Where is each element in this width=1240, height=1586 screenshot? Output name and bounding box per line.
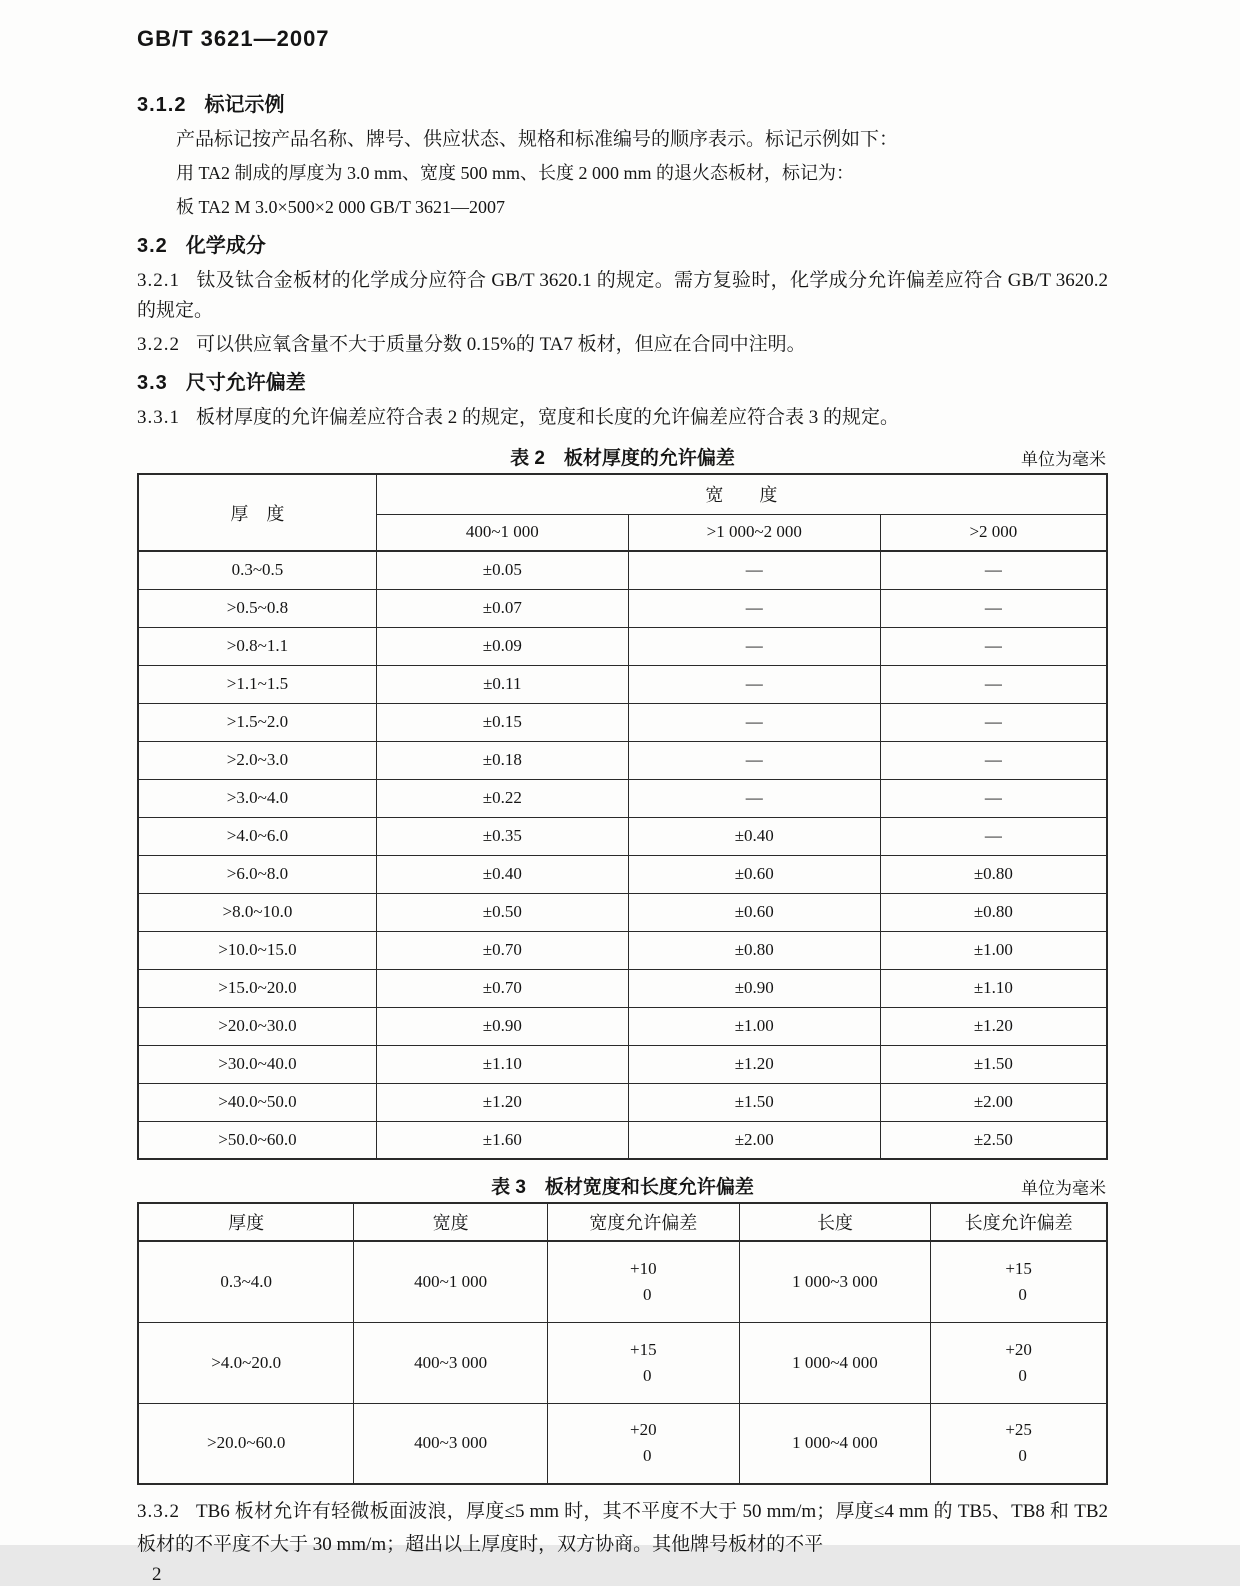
- thickness-range-cell: >3.0~4.0: [138, 779, 376, 817]
- tolerance-value-cell: ±0.80: [880, 855, 1107, 893]
- section-number: 3.2: [137, 235, 168, 257]
- tolerance-value-cell: ±1.60: [376, 1121, 628, 1159]
- tolerance-value-cell: ±0.80: [628, 931, 880, 969]
- table2-title: 表 2 板材厚度的允许偏差: [510, 448, 735, 469]
- tolerance-value-cell: ±0.11: [376, 665, 628, 703]
- table2-row: [138, 893, 1107, 931]
- thickness-range-cell: >10.0~15.0: [138, 931, 376, 969]
- doc-code: GB/T 3621—2007: [137, 26, 330, 51]
- tolerance-value-cell: —: [880, 703, 1107, 741]
- page-number: 2: [152, 1564, 162, 1585]
- tolerance-value-cell: ±1.10: [880, 969, 1107, 1007]
- tolerance-value-cell: ±0.90: [376, 1007, 628, 1045]
- table3-col-header: 长度: [739, 1203, 931, 1241]
- tolerance-value-cell: ±0.35: [376, 817, 628, 855]
- table3-row: [138, 1322, 1107, 1403]
- table2-header-row-1: [138, 474, 1107, 514]
- clause-text: TB6 板材允许有轻微板面波浪，厚度≤5 mm 时，其不平度不大于 50 mm/m；厚度≤4 mm 的 TB5、TB8 和 TB2 板材的不平度不大于 30 mm/m；超出以上厚度时，双方协商。其他牌号板材的不平: [137, 1501, 1108, 1555]
- tolerance-value-cell: ±0.90: [628, 969, 880, 1007]
- table2-row: [138, 1045, 1107, 1083]
- thickness-range-cell: >20.0~60.0: [138, 1403, 354, 1484]
- width-deviation-cell: [547, 1403, 739, 1484]
- table-thickness-tolerance: [137, 473, 1108, 1160]
- table3-col-header: 宽度: [354, 1203, 548, 1241]
- thickness-range-cell: >1.5~2.0: [138, 703, 376, 741]
- table2-row: [138, 817, 1107, 855]
- table2-caption: [137, 443, 1108, 469]
- tolerance-value-cell: ±1.50: [628, 1083, 880, 1121]
- table3-unit-note: 单位为毫米: [1021, 1179, 1106, 1198]
- tolerance-value-cell: ±0.80: [880, 893, 1107, 931]
- paragraph-3-2-1: [137, 266, 1108, 326]
- thickness-range-cell: >4.0~20.0: [138, 1322, 354, 1403]
- length-deviation-cell: [931, 1403, 1107, 1484]
- tolerance-value-cell: ±0.70: [376, 969, 628, 1007]
- thickness-range-cell: >50.0~60.0: [138, 1121, 376, 1159]
- section-title: 标记示例: [204, 94, 285, 116]
- width-range-cell: 400~1 000: [354, 1241, 548, 1322]
- table3-title: 表 3 板材宽度和长度允许偏差: [491, 1177, 754, 1198]
- width-deviation-cell: [547, 1322, 739, 1403]
- table2-row: [138, 741, 1107, 779]
- tolerance-value-cell: —: [628, 589, 880, 627]
- tolerance-value-cell: ±0.22: [376, 779, 628, 817]
- table2-row: [138, 665, 1107, 703]
- table2-width-col-header: 400~1 000: [376, 514, 628, 551]
- width-range-cell: 400~3 000: [354, 1403, 548, 1484]
- tolerance-value-cell: —: [880, 817, 1107, 855]
- tolerance-value-cell: ±0.60: [628, 893, 880, 931]
- thickness-range-cell: >40.0~50.0: [138, 1083, 376, 1121]
- table2-row: [138, 1007, 1107, 1045]
- table3-row: [138, 1241, 1107, 1322]
- tolerance-value-cell: —: [880, 627, 1107, 665]
- tolerance-value-cell: ±1.20: [880, 1007, 1107, 1045]
- length-range-cell: 1 000~4 000: [739, 1403, 931, 1484]
- thickness-range-cell: >0.8~1.1: [138, 627, 376, 665]
- tolerance-value-cell: —: [628, 627, 880, 665]
- tolerance-value-cell: ±2.50: [880, 1121, 1107, 1159]
- paragraph-3-2-2: [137, 330, 1108, 360]
- width-range-cell: 400~3 000: [354, 1322, 548, 1403]
- clause-number: 3.2.1: [137, 270, 180, 291]
- table3-header-row: [138, 1203, 1107, 1241]
- deviation-upper-value: +20: [1005, 1339, 1032, 1359]
- tolerance-value-cell: —: [628, 703, 880, 741]
- section-title: 化学成分: [185, 235, 266, 257]
- thickness-range-cell: >2.0~3.0: [138, 741, 376, 779]
- length-deviation-cell: [931, 1241, 1107, 1322]
- table2-row: [138, 969, 1107, 1007]
- deviation-lower-value: 0: [643, 1365, 652, 1385]
- width-deviation-cell: [547, 1241, 739, 1322]
- thickness-range-cell: >20.0~30.0: [138, 1007, 376, 1045]
- table2-width-col-header: >2 000: [880, 514, 1107, 551]
- tolerance-value-cell: ±0.07: [376, 589, 628, 627]
- table3-col-header: 厚度: [138, 1203, 354, 1241]
- table3-caption: [137, 1172, 1108, 1198]
- length-range-cell: 1 000~3 000: [739, 1241, 931, 1322]
- table3-row: [138, 1403, 1107, 1484]
- tolerance-value-cell: ±0.09: [376, 627, 628, 665]
- table-width-length-tolerance: [137, 1202, 1108, 1485]
- table2-row: [138, 779, 1107, 817]
- thickness-range-cell: >0.5~0.8: [138, 589, 376, 627]
- section-heading-3-3: [137, 366, 1108, 395]
- thickness-range-cell: 0.3~0.5: [138, 551, 376, 589]
- section-number: 3.3: [137, 372, 168, 394]
- tolerance-value-cell: —: [880, 741, 1107, 779]
- table2-row: [138, 627, 1107, 665]
- thickness-range-cell: >30.0~40.0: [138, 1045, 376, 1083]
- deviation-lower-value: 0: [643, 1446, 652, 1466]
- tolerance-value-cell: ±0.40: [376, 855, 628, 893]
- length-deviation-cell: [931, 1322, 1107, 1403]
- deviation-upper-value: +15: [629, 1339, 657, 1359]
- deviation-upper-value: +15: [1005, 1258, 1032, 1278]
- table2-row: [138, 1121, 1107, 1159]
- tolerance-value-cell: —: [880, 589, 1107, 627]
- tolerance-value-cell: ±1.50: [880, 1045, 1107, 1083]
- table2-row: [138, 855, 1107, 893]
- deviation-lower-value: 0: [1018, 1446, 1027, 1466]
- table3-col-header: 宽度允许偏差: [547, 1203, 739, 1241]
- tolerance-value-cell: —: [628, 779, 880, 817]
- paragraph-marking-example: 用 TA2 制成的厚度为 3.0 mm、宽度 500 mm、长度 2 000 mm 的退火态板材，标记为：: [176, 163, 855, 183]
- deviation-lower-value: 0: [1018, 1284, 1027, 1304]
- deviation-upper-value: +25: [1005, 1420, 1032, 1440]
- clause-text: 板材厚度的允许偏差应符合表 2 的规定，宽度和长度的允许偏差应符合表 3 的规定。: [196, 407, 900, 428]
- table2-width-group-header: 宽 度: [376, 474, 1107, 514]
- tolerance-value-cell: —: [880, 779, 1107, 817]
- table2-thickness-header: 厚 度: [138, 474, 376, 551]
- tolerance-value-cell: —: [880, 665, 1107, 703]
- section-title: 尺寸允许偏差: [185, 372, 306, 394]
- table2-row: [138, 551, 1107, 589]
- tolerance-value-cell: ±0.70: [376, 931, 628, 969]
- table2-row: [138, 589, 1107, 627]
- table2-row: [138, 931, 1107, 969]
- table2-unit-note: 单位为毫米: [1021, 450, 1106, 469]
- section-heading-3-1-2: [137, 88, 1108, 117]
- table2-width-col-header: >1 000~2 000: [628, 514, 880, 551]
- clause-number: 3.2.2: [137, 334, 180, 355]
- tolerance-value-cell: ±1.20: [628, 1045, 880, 1083]
- length-range-cell: 1 000~4 000: [739, 1322, 931, 1403]
- thickness-range-cell: >1.1~1.5: [138, 665, 376, 703]
- table2-row: [138, 703, 1107, 741]
- thickness-range-cell: >15.0~20.0: [138, 969, 376, 1007]
- tolerance-value-cell: —: [628, 741, 880, 779]
- tolerance-value-cell: ±2.00: [880, 1083, 1107, 1121]
- tolerance-value-cell: ±2.00: [628, 1121, 880, 1159]
- thickness-range-cell: 0.3~4.0: [138, 1241, 354, 1322]
- table3-col-header: 长度允许偏差: [931, 1203, 1107, 1241]
- deviation-lower-value: 0: [1018, 1365, 1027, 1385]
- tolerance-value-cell: ±1.20: [376, 1083, 628, 1121]
- tolerance-value-cell: —: [628, 665, 880, 703]
- paragraph-3-3-1: [137, 403, 1108, 433]
- tolerance-value-cell: ±1.00: [880, 931, 1107, 969]
- tolerance-value-cell: ±0.40: [628, 817, 880, 855]
- tolerance-value-cell: ±0.18: [376, 741, 628, 779]
- paragraph-3-3-2: [137, 1495, 1108, 1561]
- clause-text: 钛及钛合金板材的化学成分应符合 GB/T 3620.1 的规定。需方复验时，化学成分允许偏差应符合 GB/T 3620.2 的规定。: [137, 270, 1108, 321]
- tolerance-value-cell: ±0.60: [628, 855, 880, 893]
- table2-row: [138, 1083, 1107, 1121]
- thickness-range-cell: >4.0~6.0: [138, 817, 376, 855]
- section-number: 3.1.2: [137, 94, 187, 116]
- deviation-lower-value: 0: [643, 1284, 652, 1304]
- tolerance-value-cell: ±0.50: [376, 893, 628, 931]
- paragraph-marking-rule: 产品标记按产品名称、牌号、供应状态、规格和标准编号的顺序表示。标记示例如下：: [176, 129, 899, 150]
- thickness-range-cell: >6.0~8.0: [138, 855, 376, 893]
- clause-number: 3.3.2: [137, 1501, 180, 1522]
- section-heading-3-2: [137, 229, 1108, 258]
- paragraph-marking-code: 板 TA2 M 3.0×500×2 000 GB/T 3621—2007: [176, 197, 506, 217]
- deviation-upper-value: +20: [629, 1420, 657, 1440]
- clause-number: 3.3.1: [137, 407, 180, 428]
- tolerance-value-cell: ±1.10: [376, 1045, 628, 1083]
- tolerance-value-cell: ±1.00: [628, 1007, 880, 1045]
- tolerance-value-cell: —: [880, 551, 1107, 589]
- deviation-upper-value: +10: [629, 1258, 657, 1278]
- tolerance-value-cell: —: [628, 551, 880, 589]
- clause-text: 可以供应氧含量不大于质量分数 0.15%的 TA7 板材，但应在合同中注明。: [196, 334, 806, 355]
- thickness-range-cell: >8.0~10.0: [138, 893, 376, 931]
- tolerance-value-cell: ±0.05: [376, 551, 628, 589]
- tolerance-value-cell: ±0.15: [376, 703, 628, 741]
